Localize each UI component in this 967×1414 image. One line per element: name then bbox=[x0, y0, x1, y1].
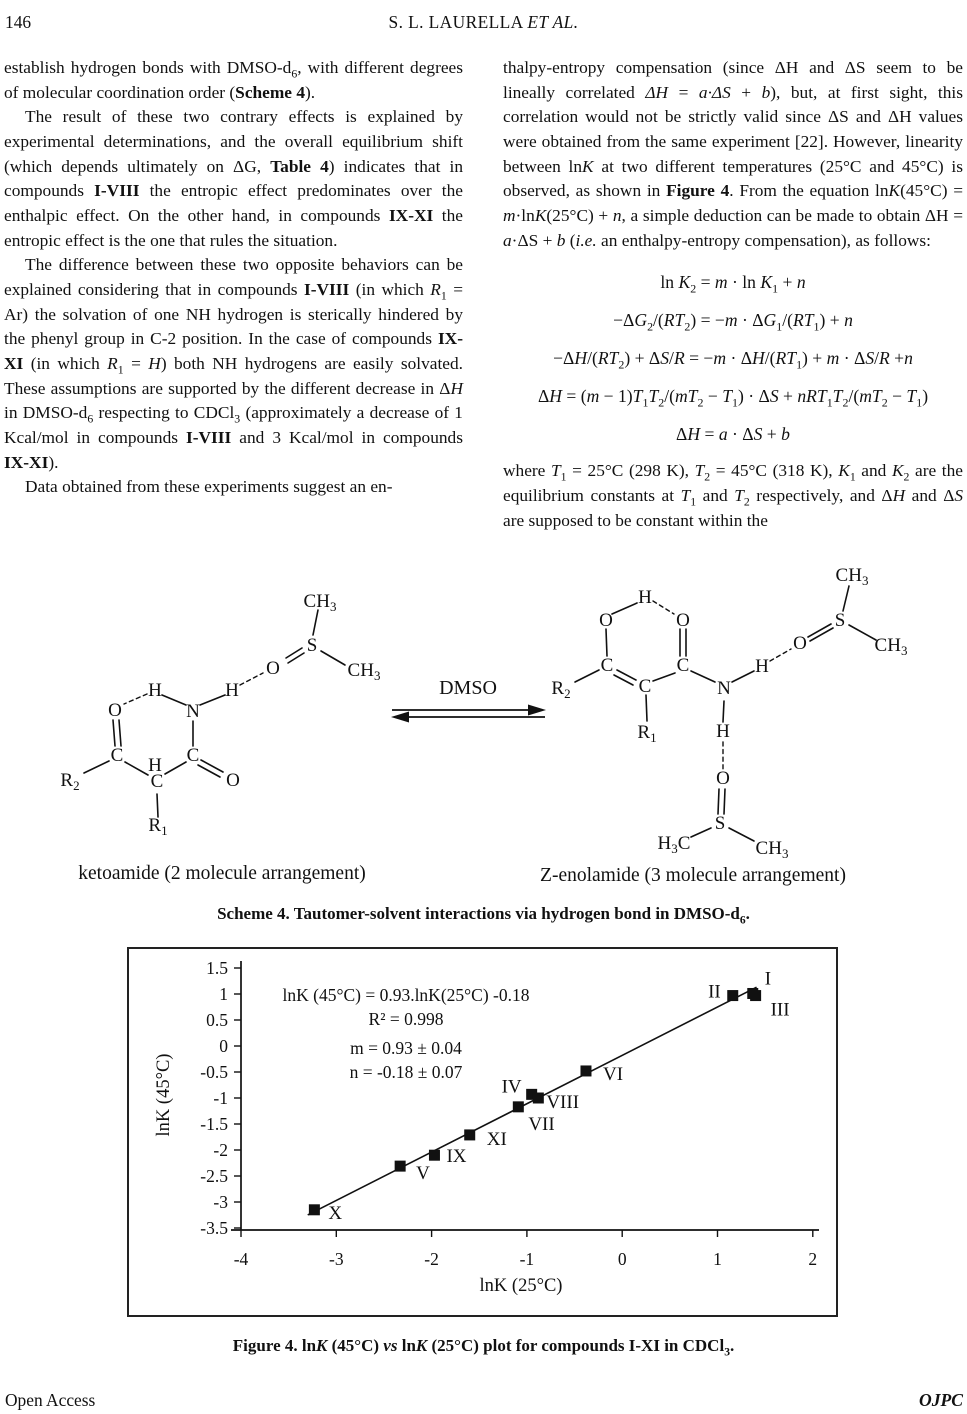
text-segment: G bbox=[634, 310, 648, 331]
text-segment: T bbox=[832, 386, 843, 407]
x-tick-label: -4 bbox=[233, 1249, 249, 1269]
text-segment: R bbox=[879, 348, 890, 369]
y-tick-label: -1 bbox=[213, 1088, 228, 1108]
text-segment: H bbox=[574, 348, 588, 369]
text-segment: 3 bbox=[724, 1345, 730, 1359]
text-segment: 6 bbox=[87, 411, 94, 426]
text-segment: nRT bbox=[797, 386, 827, 407]
data-point bbox=[464, 1129, 475, 1140]
left-column bbox=[4, 56, 463, 500]
text-segment: S bbox=[769, 386, 779, 407]
atom-label: C bbox=[638, 676, 652, 697]
atom-label: $H_3C$ bbox=[657, 833, 691, 856]
text-segment: 1 bbox=[826, 395, 833, 410]
text-segment: T bbox=[906, 386, 917, 407]
text-segment: = Ar) the solvation of one NH hydrogen is sterically hindered by the phenyl group in C-2 position. In the case of compounds bbox=[4, 279, 463, 349]
text-segment: = − bbox=[684, 348, 714, 369]
data-point bbox=[533, 1093, 544, 1104]
text-segment: ). bbox=[48, 452, 59, 472]
text-segment: = ( bbox=[561, 386, 587, 407]
data-point-label: VIII bbox=[546, 1092, 580, 1113]
data-point bbox=[513, 1101, 524, 1112]
text-segment: , with different degrees of molecular coordination order ( bbox=[4, 58, 463, 102]
text-segment: m bbox=[503, 205, 516, 225]
text-segment: T bbox=[734, 485, 744, 505]
text-segment: ΔH bbox=[645, 82, 669, 102]
text-segment: b bbox=[761, 82, 771, 102]
text-segment: ) + bbox=[819, 310, 845, 331]
text-segment: = bbox=[700, 424, 719, 445]
text-segment: ). bbox=[305, 82, 316, 102]
atom-label: $CH_3$ bbox=[755, 838, 789, 861]
text-segment: −Δ bbox=[553, 348, 575, 369]
text-segment: and Δ bbox=[905, 485, 955, 505]
text-segment: (45°C) = bbox=[900, 181, 963, 201]
text-segment: S. L. LAURELLA bbox=[388, 12, 528, 32]
text-segment: Δ bbox=[537, 386, 550, 407]
annotation-line: lnK (45°C) = 0.93.lnK(25°C) -0.18 bbox=[282, 985, 530, 1005]
text-segment: K bbox=[582, 156, 594, 176]
text-segment: T bbox=[680, 485, 691, 505]
data-point-label: X bbox=[328, 1202, 343, 1224]
data-point-label: IX bbox=[446, 1146, 467, 1168]
text-segment: m bbox=[586, 386, 600, 407]
data-point-label: III bbox=[770, 999, 790, 1021]
text-segment: = bbox=[696, 272, 715, 293]
text-segment: 2 bbox=[903, 469, 910, 484]
data-point bbox=[429, 1150, 440, 1161]
text-segment: /( bbox=[653, 310, 664, 331]
text-segment: m bbox=[826, 348, 840, 369]
text-segment: (approximately a decrease of 1 Kcal/mol in compounds bbox=[4, 403, 463, 447]
data-point bbox=[395, 1161, 406, 1172]
text-segment: 1 bbox=[916, 395, 923, 410]
text-segment: 2 bbox=[704, 469, 711, 484]
text-segment: K bbox=[678, 272, 691, 293]
y-tick-label: 0 bbox=[219, 1036, 228, 1056]
text-segment: − bbox=[703, 386, 723, 407]
text-segment: n bbox=[844, 310, 853, 331]
text-segment: /( bbox=[587, 348, 598, 369]
text-segment: + bbox=[762, 424, 782, 445]
text-segment: 1 bbox=[772, 281, 779, 296]
y-tick-label: 1 bbox=[219, 984, 228, 1004]
text-segment: K bbox=[415, 1336, 428, 1355]
text-segment: H bbox=[549, 386, 562, 407]
atom-label: S bbox=[714, 813, 726, 834]
text-segment: IX-XI bbox=[4, 329, 463, 373]
text-segment: b bbox=[781, 424, 790, 445]
text-segment: Table 4 bbox=[270, 156, 329, 176]
data-point-label: VII bbox=[528, 1113, 555, 1135]
text-segment: 2 bbox=[647, 319, 654, 334]
text-segment: establish hydrogen bonds with DMSO-d bbox=[4, 58, 292, 77]
text-segment: G bbox=[763, 310, 777, 331]
footer-open-access: Open Access bbox=[5, 1390, 96, 1410]
y-tick-label: -2.5 bbox=[200, 1166, 228, 1186]
paragraph bbox=[4, 475, 463, 500]
text-segment: Δ bbox=[676, 424, 688, 445]
atom-label: H bbox=[148, 755, 162, 776]
equation-line bbox=[503, 263, 963, 301]
text-segment: 1 bbox=[117, 362, 124, 377]
text-segment: ) + Δ bbox=[624, 348, 661, 369]
text-segment: = 25°C (298 K), bbox=[566, 461, 695, 481]
equation-line bbox=[503, 301, 963, 339]
scheme-figure bbox=[40, 563, 940, 898]
data-point-label: V bbox=[416, 1163, 430, 1185]
text-segment: I-VIII bbox=[185, 427, 232, 447]
text-segment: H bbox=[450, 378, 463, 398]
x-tick-label: 0 bbox=[617, 1249, 627, 1269]
equation-block bbox=[503, 263, 963, 453]
text-segment: . From the equation ln bbox=[729, 181, 889, 201]
atom-label: O bbox=[266, 658, 280, 679]
text-segment: 2 bbox=[743, 494, 750, 509]
equation-line bbox=[503, 415, 963, 453]
text-segment: 1 bbox=[731, 395, 738, 410]
text-segment: S bbox=[753, 424, 763, 445]
data-point bbox=[580, 1065, 591, 1076]
atom-labels bbox=[551, 565, 907, 861]
ketoamide-structure bbox=[60, 591, 380, 884]
atom-label: C bbox=[600, 655, 614, 676]
paragraph bbox=[4, 253, 463, 475]
data-point bbox=[309, 1204, 320, 1215]
text-segment: are supposed to be constant within the bbox=[503, 510, 768, 530]
text-segment: respecting to CDCl bbox=[93, 403, 235, 423]
atom-label: $R_1$ bbox=[148, 815, 168, 838]
text-segment: 2 bbox=[881, 395, 888, 410]
text-segment: I-VIII bbox=[94, 181, 140, 201]
paragraph bbox=[4, 56, 463, 105]
text-segment: /( bbox=[664, 386, 675, 407]
figure-caption bbox=[0, 1336, 967, 1359]
text-segment: RT bbox=[597, 348, 619, 369]
text-segment: R bbox=[430, 279, 441, 299]
text-segment: in DMSO-d bbox=[4, 403, 88, 423]
text-segment: ) · Δ bbox=[737, 386, 770, 407]
text-segment: 1 bbox=[560, 469, 567, 484]
text-segment: K bbox=[760, 272, 773, 293]
text-segment: n bbox=[904, 348, 913, 369]
running-title bbox=[0, 12, 967, 33]
data-point-label: IV bbox=[501, 1076, 522, 1098]
text-segment: Scheme 4 bbox=[235, 82, 306, 102]
dmso-label: DMSO bbox=[439, 677, 497, 699]
text-segment: · Δ bbox=[726, 348, 753, 369]
text-segment: the entropic effect is the one that rules the situation. bbox=[4, 205, 463, 250]
text-segment: = 45°C (318 K), bbox=[710, 461, 839, 481]
text-segment: b bbox=[556, 230, 566, 250]
hydrogen-bond-lines bbox=[124, 673, 263, 704]
data-point-label: I bbox=[764, 968, 772, 990]
text-segment: 2 bbox=[842, 395, 849, 410]
text-segment: 1 bbox=[690, 494, 697, 509]
text-segment: R bbox=[107, 353, 118, 373]
text-segment: K bbox=[891, 461, 904, 481]
text-segment: and 3 Kcal/mol in compounds bbox=[231, 427, 463, 447]
x-tick-label: 1 bbox=[713, 1249, 722, 1269]
text-segment: + bbox=[730, 82, 762, 102]
text-segment: the entropic effect predominates over the enthalpic effect. On the other hand, in compounds bbox=[4, 181, 464, 225]
text-segment: a bbox=[718, 424, 728, 445]
text-segment: where bbox=[503, 461, 551, 481]
atom-label: S bbox=[834, 610, 846, 631]
text-segment: K bbox=[888, 181, 901, 201]
paragraph bbox=[503, 459, 963, 533]
text-segment: thalpy-entropy compensation (since ΔH and ΔS seem to be lineally correlated bbox=[503, 58, 963, 102]
atom-label: $R_1$ bbox=[637, 722, 657, 745]
text-segment: T bbox=[648, 386, 659, 407]
text-segment: K bbox=[838, 461, 850, 481]
y-tick-label: -3 bbox=[213, 1192, 228, 1212]
text-segment: 1 bbox=[440, 288, 447, 303]
figure-box bbox=[127, 947, 838, 1317]
text-segment: vs bbox=[383, 1336, 398, 1355]
text-segment: 2 bbox=[658, 395, 665, 410]
atom-label: N bbox=[186, 701, 200, 722]
text-segment: 2 bbox=[697, 395, 704, 410]
atom-label: O bbox=[793, 633, 807, 654]
text-segment: respectively, and Δ bbox=[749, 485, 893, 505]
text-segment: 6 bbox=[291, 66, 298, 81]
text-segment: K bbox=[534, 205, 547, 225]
text-segment: 1 bbox=[849, 469, 856, 484]
text-segment: − bbox=[887, 386, 907, 407]
text-segment: The difference between these two opposite behaviors can be explained considering that in compounds bbox=[4, 255, 463, 299]
text-segment: 1 bbox=[796, 357, 803, 372]
text-segment: T bbox=[722, 386, 732, 407]
text-segment: 1 bbox=[776, 319, 783, 334]
atom-label: C bbox=[676, 655, 690, 676]
z-enolamide-caption: Z-enolamide (3 molecule arrangement) bbox=[540, 865, 846, 886]
text-segment: , a simple deduction can be made to obtain ΔH = bbox=[621, 205, 963, 225]
y-axis-title: lnK (45°C) bbox=[154, 1053, 174, 1137]
data-point bbox=[727, 990, 738, 1001]
text-segment: + bbox=[889, 348, 905, 369]
text-segment: = bbox=[668, 82, 699, 102]
x-axis-title: lnK (25°C) bbox=[479, 1276, 563, 1296]
equilibrium bbox=[391, 677, 546, 723]
text-segment: /( bbox=[764, 348, 776, 369]
atom-label: C bbox=[186, 745, 200, 766]
text-segment: 1 bbox=[813, 319, 820, 334]
text-segment: IX-XI bbox=[4, 452, 49, 472]
text-segment: · Δ bbox=[839, 348, 866, 369]
atom-label: O bbox=[108, 700, 122, 721]
text-segment: H bbox=[148, 353, 161, 373]
text-segment: ·ln bbox=[515, 205, 535, 225]
text-segment: 2 bbox=[618, 357, 625, 372]
atom-label: S bbox=[306, 635, 318, 656]
y-tick-label: -3.5 bbox=[200, 1218, 228, 1238]
y-tick-label: -1.5 bbox=[200, 1114, 228, 1134]
text-segment: n bbox=[612, 205, 622, 225]
atom-label: C bbox=[150, 771, 164, 792]
atom-label: H bbox=[755, 656, 769, 677]
text-segment: . bbox=[729, 1336, 735, 1355]
y-tick-label: -0.5 bbox=[200, 1062, 228, 1082]
text-segment: ) bbox=[922, 386, 929, 407]
text-segment: n bbox=[796, 272, 806, 293]
text-segment: ) indicates that in compounds bbox=[4, 156, 463, 201]
bond-lines bbox=[575, 586, 876, 841]
text-segment: (45°C) bbox=[327, 1336, 384, 1355]
text-segment: H bbox=[892, 485, 906, 505]
atom-label: O bbox=[599, 610, 613, 631]
annotation-line: m = 0.93 ± 0.04 bbox=[350, 1038, 462, 1058]
atom-label: O bbox=[226, 770, 240, 791]
y-tick-label: 0.5 bbox=[206, 1010, 228, 1030]
atom-label: $CH_3$ bbox=[835, 565, 869, 588]
text-segment: ( bbox=[565, 230, 576, 250]
atom-label: H bbox=[225, 680, 239, 701]
text-segment: 3 bbox=[234, 411, 241, 426]
atom-label: $CH_3$ bbox=[874, 635, 908, 658]
data-point-label: XI bbox=[486, 1128, 507, 1150]
text-segment: 2 bbox=[684, 319, 691, 334]
x-tick-label: -2 bbox=[424, 1249, 439, 1269]
scheme-caption bbox=[0, 904, 967, 927]
equation-line bbox=[503, 377, 963, 415]
data-point-label: VI bbox=[602, 1063, 624, 1085]
z-enolamide-structure bbox=[540, 565, 907, 886]
annotation-line: R² = 0.998 bbox=[368, 1009, 444, 1029]
text-segment: . bbox=[745, 904, 750, 923]
atom-label: H bbox=[638, 587, 652, 608]
data-point-label: II bbox=[708, 981, 721, 1003]
ketoamide-caption: ketoamide (2 molecule arrangement) bbox=[78, 863, 366, 884]
text-segment: m bbox=[724, 310, 738, 331]
text-segment: S bbox=[660, 348, 670, 369]
atom-labels bbox=[60, 591, 380, 838]
equilibrium-arrows-icon bbox=[391, 705, 546, 723]
x-tick-label: -3 bbox=[329, 1249, 344, 1269]
text-segment: S bbox=[865, 348, 875, 369]
x-tick-label: 2 bbox=[808, 1249, 818, 1269]
atom-label: $R_2$ bbox=[551, 678, 571, 701]
text-segment: R bbox=[673, 348, 685, 369]
text-segment: + bbox=[778, 272, 797, 293]
text-segment: ET AL. bbox=[527, 12, 579, 32]
atom-label: C bbox=[110, 745, 124, 766]
text-segment: Figure 4. ln bbox=[232, 1336, 317, 1355]
text-segment: ln bbox=[397, 1336, 416, 1355]
text-segment: 2 bbox=[690, 281, 697, 296]
y-tick-label: -2 bbox=[213, 1140, 228, 1160]
text-segment: an enthalpy-entropy compensation), as follows: bbox=[596, 230, 931, 250]
text-segment: − 1) bbox=[599, 386, 633, 407]
text-segment: H bbox=[752, 348, 765, 369]
text-segment: 1 bbox=[642, 395, 649, 410]
text-segment: T bbox=[694, 461, 705, 481]
paragraph bbox=[503, 56, 963, 253]
text-segment: ) = − bbox=[690, 310, 725, 331]
text-segment: The result of these two contrary effects is explained by experimental determinations, and the overall equilibrium shift (which depends ultimately on ΔG, bbox=[4, 107, 463, 176]
annotation-line: n = -0.18 ± 0.07 bbox=[349, 1062, 463, 1082]
text-segment: a·ΔS bbox=[698, 82, 731, 102]
page-number: 146 bbox=[5, 12, 32, 32]
atom-label: $CH_3$ bbox=[303, 591, 337, 614]
atom-label: O bbox=[676, 610, 690, 631]
text-segment: ln bbox=[660, 272, 679, 293]
text-segment: T bbox=[550, 461, 561, 481]
text-segment: /( bbox=[848, 386, 860, 407]
text-segment: /( bbox=[782, 310, 793, 331]
text-segment: RT bbox=[663, 310, 685, 331]
atom-label: H bbox=[716, 721, 730, 742]
text-segment: Scheme 4. Tautomer-solvent interactions via hydrogen bond in DMSO-d bbox=[217, 904, 740, 923]
text-segment: (in which bbox=[23, 353, 108, 373]
text-segment: ) both NH hydrogens are easily solvated. These assumptions are supported by the different decrease in Δ bbox=[4, 353, 463, 398]
data-point bbox=[750, 990, 761, 1001]
text-segment: = bbox=[123, 353, 149, 373]
equation-line bbox=[503, 339, 963, 377]
text-segment: ) + bbox=[802, 348, 827, 369]
text-segment: + bbox=[778, 386, 798, 407]
text-segment: ·ΔS + bbox=[511, 230, 557, 250]
text-segment: are the equilibrium constants at bbox=[503, 461, 963, 505]
text-segment: −Δ bbox=[613, 310, 635, 331]
chart-svg bbox=[129, 949, 836, 1315]
text-segment: (in which bbox=[349, 279, 431, 299]
text-segment: I-VIII bbox=[304, 279, 350, 299]
text-segment: a bbox=[503, 230, 512, 250]
paragraph bbox=[4, 105, 463, 253]
atom-label: $R_2$ bbox=[60, 770, 80, 793]
atom-label: $CH_3$ bbox=[347, 660, 381, 683]
atom-label: N bbox=[717, 678, 731, 699]
text-segment: and bbox=[696, 485, 735, 505]
text-segment: ), but, at first sight, this correlation would not be strictly valid since ΔS and ΔH values were obtained from the same experiment [22]. However, linearity between ln bbox=[503, 82, 963, 176]
text-segment: H bbox=[687, 424, 701, 445]
text-segment: · ln bbox=[727, 272, 761, 293]
text-segment: / bbox=[874, 348, 880, 369]
text-segment: Data obtained from these experiments suggest an en- bbox=[25, 477, 393, 497]
text-segment: (25°C) plot for compounds I-XI in CDCl bbox=[427, 1336, 725, 1355]
text-segment: RT bbox=[793, 310, 814, 331]
text-segment: (25°C) + bbox=[546, 205, 613, 225]
y-tick-label: 1.5 bbox=[206, 958, 228, 978]
text-segment: i.e. bbox=[575, 230, 597, 250]
right-column bbox=[503, 56, 963, 533]
text-segment: 6 bbox=[739, 913, 746, 927]
footer-journal-abbrev: OJPC bbox=[919, 1390, 963, 1410]
text-segment: mT bbox=[859, 386, 882, 407]
text-segment: RT bbox=[775, 348, 797, 369]
text-segment: m bbox=[714, 272, 728, 293]
text-segment: / bbox=[669, 348, 674, 369]
text-segment: · Δ bbox=[737, 310, 764, 331]
text-segment: T bbox=[632, 386, 643, 407]
text-segment: mT bbox=[674, 386, 698, 407]
atom-label: H bbox=[148, 680, 162, 701]
text-segment: m bbox=[713, 348, 727, 369]
text-segment: Figure 4 bbox=[666, 181, 730, 201]
text-segment: · Δ bbox=[727, 424, 754, 445]
atom-label: O bbox=[716, 768, 730, 789]
text-segment: and bbox=[855, 461, 892, 481]
text-segment: IX-XI bbox=[388, 205, 434, 225]
x-tick-label: -1 bbox=[519, 1249, 535, 1269]
text-segment: K bbox=[316, 1336, 328, 1355]
text-segment: at two different temperatures (25°C and 45°C) is observed, as shown in bbox=[503, 156, 964, 201]
text-segment: S bbox=[954, 485, 964, 505]
